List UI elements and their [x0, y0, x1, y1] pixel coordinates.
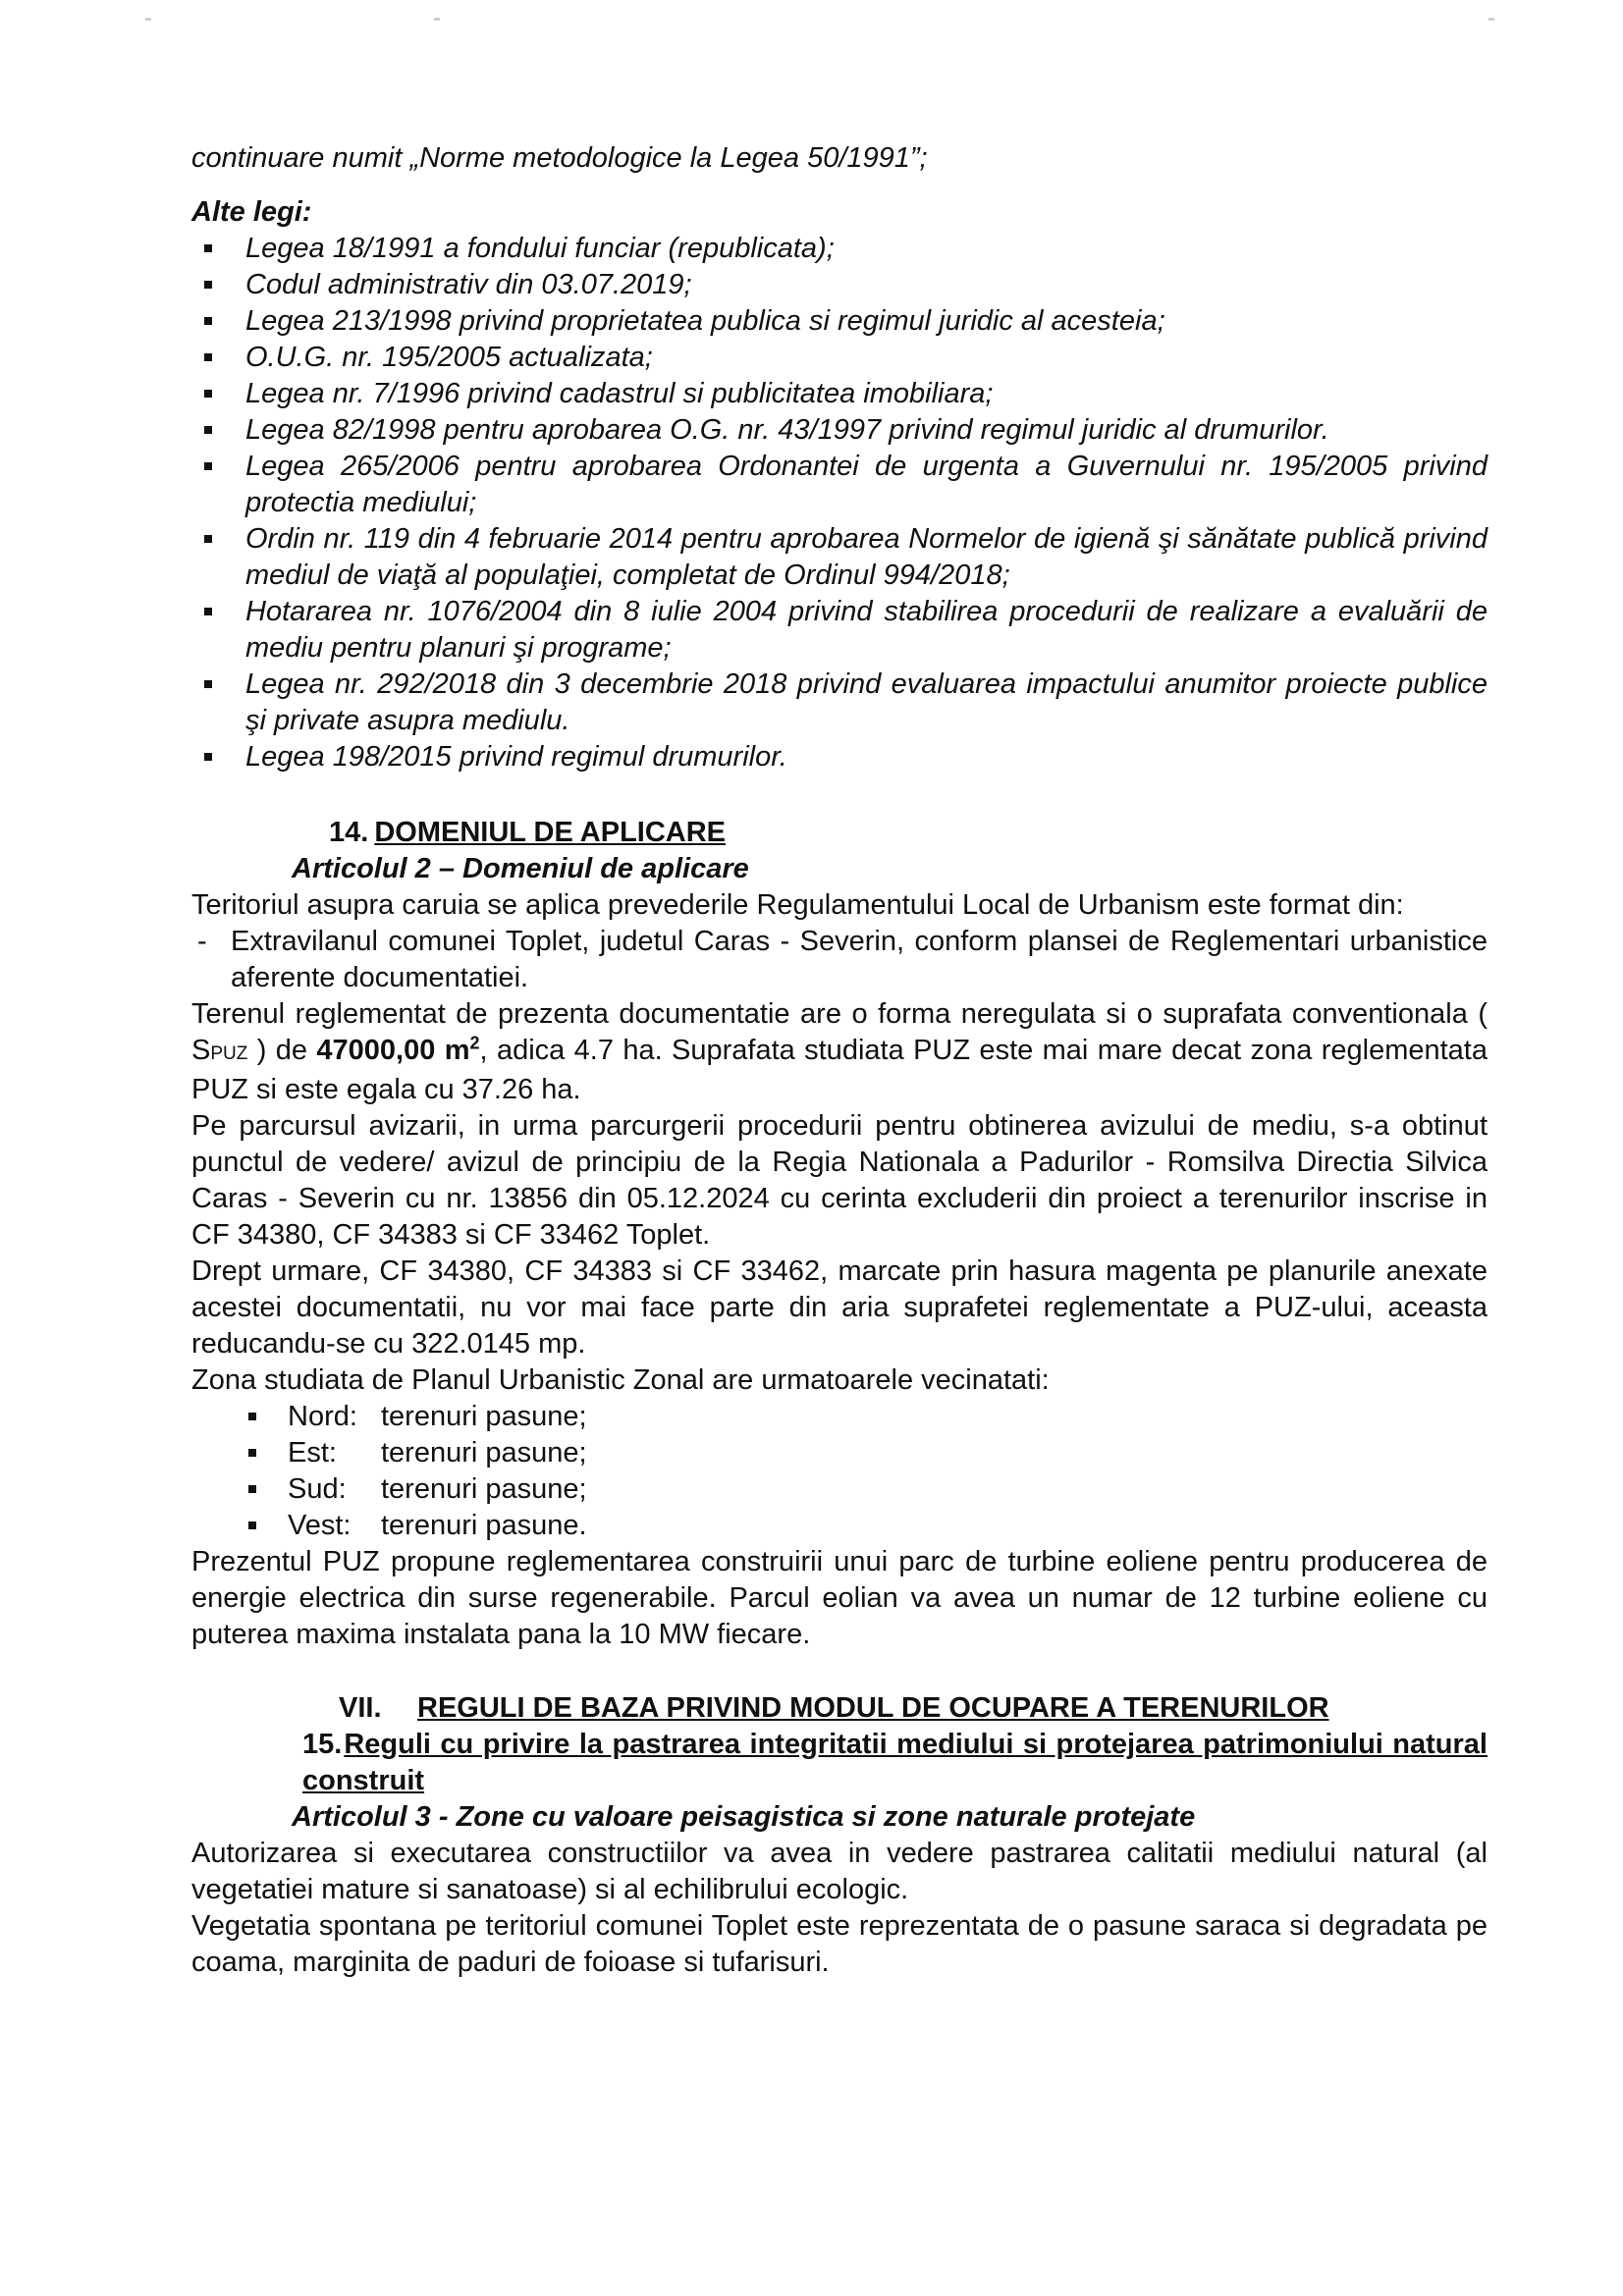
law-item: Legea nr. 292/2018 din 3 decembrie 2018 privind evaluarea impactului anumitor proiecte publice şi private asupra mediulu. — [191, 667, 1488, 739]
law-item: Legea 213/1998 privind proprietatea publica si regimul juridic al acesteia; — [191, 303, 1488, 340]
article-3-heading: Articolul 3 - Zone cu valoare peisagistica si zone naturale protejate — [292, 1801, 1196, 1833]
other-laws-heading: Alte legi: — [191, 196, 312, 228]
neighbour-label: Vest: — [288, 1510, 352, 1541]
section-number: 15. — [302, 1729, 343, 1760]
neighbour-label: Sud: — [288, 1473, 347, 1505]
scan-mark — [145, 18, 151, 21]
paragraph: Teritoriul asupra caruia se aplica prevederile Regulamentului Local de Urbanism este format din: — [191, 889, 1404, 921]
scan-mark — [1488, 18, 1494, 21]
law-item: Legea 18/1991 a fondului funciar (republicata); — [191, 231, 1488, 267]
chapter-number: VII. — [339, 1692, 382, 1724]
paragraph: Drept urmare, CF 34380, CF 34383 si CF 33462, marcate prin hasura magenta pe planurile anexate acestei documentatii, nu vor mai face parte din aria suprafetei reglementate a PUZ-ului, aceasta reducandu-se cu 322.0145 mp. — [191, 1255, 1488, 1360]
section-number: 14. — [329, 817, 369, 848]
paragraph: Autorizarea si executarea constructiilor va avea in vedere pastrarea calitatii mediului natural (al vegetatiei mature si sanatoase) si al echilibrului ecologic. — [191, 1838, 1488, 1905]
surface-paragraph — [191, 996, 1488, 1108]
scan-mark — [434, 18, 440, 21]
neighbour-value: terenuri pasune. — [381, 1510, 587, 1541]
paragraph: Pe parcursul avizarii, in urma parcurgerii procedurii pentru obtinerea avizului de mediu, s-a obtinut punctul de vedere/ avizul de principiu de la Regia Nationala a Padurilor - Romsilva Directia Silvica Caras - Severin cu nr. 13856 din 05.12.2024 cu cerinta excluderii din proiect a terenurilor inscrise in CF 34380, CF 34383 si CF 33462 Toplet. — [191, 1110, 1488, 1251]
dash-item-text: Extravilanul comunei Toplet, judetul Caras - Severin, conform plansei de Reglementari urbanistice aferente documentatiei. — [231, 926, 1488, 993]
neighbour-value: terenuri pasune; — [381, 1401, 587, 1432]
law-item: Legea nr. 7/1996 privind cadastrul si publicitatea imobiliara; — [191, 376, 1488, 412]
surface-value — [316, 1035, 479, 1066]
chapter-title: REGULI DE BAZA PRIVIND MODUL DE OCUPARE A TERENURILOR — [417, 1692, 1329, 1724]
law-item: Legea 265/2006 pentru aprobarea Ordonantei de urgenta a Guvernului nr. 195/2005 privind protectia mediului; — [191, 449, 1488, 521]
law-item: Ordin nr. 119 din 4 februarie 2014 pentru aprobarea Normelor de igienă şi sănătate publică privind mediul de viaţă al populaţiei, completat de Ordinul 994/2018; — [191, 521, 1488, 594]
intro-line: continuare numit „Norme metodologice la Legea 50/1991”; — [191, 142, 928, 174]
law-item: Codul administrativ din 03.07.2019; — [191, 267, 1488, 303]
paragraph: Vegetatia spontana pe teritoriul comunei Toplet este reprezentata de o pasune saraca si degradata pe coama, marginita de paduri de foioase si tufarisuri. — [191, 1910, 1488, 1978]
section-title: Reguli cu privire la pastrarea integritatii mediului si protejarea patrimoniului natural construit — [302, 1729, 1488, 1796]
other-laws-list — [191, 231, 1488, 775]
text-run-subscript: PUZ — [210, 1043, 248, 1064]
law-item: Legea 198/2015 privind regimul drumurilor. — [191, 739, 1488, 775]
chapter-7-heading — [191, 1690, 1488, 1727]
paragraph: Prezentul PUZ propune reglementarea construirii unui parc de turbine eoliene pentru producerea de energie electrica din surse regenerabile. Parcul eolian va avea un numar de 12 turbine eoliene cu puterea maxima instalata pana la 10 MW fiecare. — [191, 1546, 1488, 1650]
neighbour-value: terenuri pasune; — [381, 1473, 587, 1505]
neighbour-value: terenuri pasune; — [381, 1437, 587, 1468]
neighbour-item — [191, 1471, 1488, 1508]
neighbour-item — [191, 1508, 1488, 1544]
section-15-heading — [191, 1727, 1488, 1799]
text-run: , adica 4.7 ha. Suprafata studiata PUZ este mai mare decat zona reglementata PUZ si este egala cu 37.26 ha. — [191, 1035, 1488, 1105]
neighbour-label: Est: — [288, 1437, 337, 1468]
document-content — [191, 140, 1488, 1981]
text-run: 47000,00 m — [316, 1035, 470, 1066]
text-run: Terenul reglementat de prezenta documentatie are o forma neregulata si o suprafata conventionala ( S — [191, 998, 1488, 1066]
dash-marker: - — [197, 926, 207, 957]
neighbour-item — [191, 1435, 1488, 1471]
section-14-heading — [191, 815, 1488, 851]
law-item: O.U.G. nr. 195/2005 actualizata; — [191, 340, 1488, 376]
superscript: 2 — [469, 1033, 480, 1053]
neighbour-label: Nord: — [288, 1401, 357, 1432]
law-item: Legea 82/1998 pentru aprobarea O.G. nr. 43/1997 privind regimul juridic al drumurilor. — [191, 412, 1488, 449]
article-2-heading: Articolul 2 – Domeniul de aplicare — [292, 853, 749, 884]
neighbours-list — [191, 1399, 1488, 1544]
text-run: ) de — [247, 1035, 317, 1066]
neighbour-item — [191, 1399, 1488, 1435]
law-item: Hotararea nr. 1076/2004 din 8 iulie 2004 privind stabilirea procedurii de realizare a evaluării de mediu pentru planuri şi programe; — [191, 594, 1488, 667]
section-title: DOMENIUL DE APLICARE — [374, 817, 727, 848]
dash-list-item — [191, 924, 1488, 996]
paragraph: Zona studiata de Planul Urbanistic Zonal are urmatoarele vecinatati: — [191, 1364, 1050, 1396]
